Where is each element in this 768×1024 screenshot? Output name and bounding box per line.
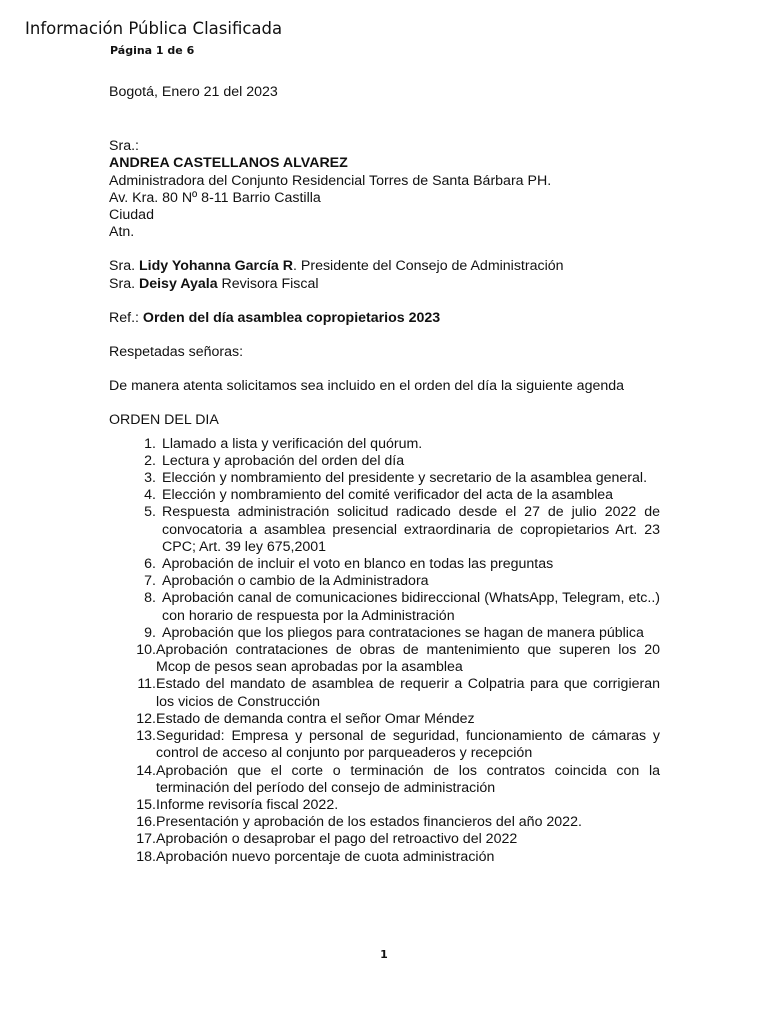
salutation-prefix: Sra.: (109, 138, 139, 155)
intro-paragraph: De manera atenta solicitamos sea incluido en el orden del día la siguiente agenda (109, 378, 625, 395)
agenda-item-text: Presentación y aprobación de los estados financieros del año 2022. (156, 814, 582, 831)
agenda-item-text: Aprobación contrataciones de obras de mantenimiento que superen los 20 Mcop de pesos sean aprobadas por la asamblea (156, 642, 660, 676)
agenda-item-text: Aprobación de incluir el voto en blanco en todas las preguntas (162, 556, 554, 573)
recipient-role: Administradora del Conjunto Residencial Torres de Santa Bárbara PH. (109, 172, 552, 189)
cc1-prefix: Sra. (109, 258, 136, 275)
agenda-title: ORDEN DEL DIA (109, 412, 219, 429)
agenda-item-text: Aprobación que los pliegos para contrataciones se hagan de manera pública (162, 624, 644, 641)
agenda-item (109, 814, 660, 831)
agenda-item-text: Llamado a lista y verificación del quórum. (162, 435, 423, 452)
agenda-item-text: Aprobación canal de comunicaciones bidireccional (WhatsApp, Telegram, etc..) con horario de respuesta por la Administración (162, 590, 660, 624)
agenda-item-number: 9. (144, 624, 156, 641)
agenda-item-text: Elección y nombramiento del presidente y secretario de la asamblea general. (162, 470, 648, 487)
letter-date: Bogotá, Enero 21 del 2023 (109, 84, 278, 100)
cc2-role: Revisora Fiscal (217, 275, 319, 292)
agenda-item-number: 10. (136, 642, 156, 659)
agenda-item-text: Estado de demanda contra el señor Omar Méndez (156, 710, 475, 727)
greeting: Respetadas señoras: (109, 344, 244, 361)
cc2-name: Deisy Ayala (138, 275, 218, 292)
agenda-item-number: 18. (136, 848, 156, 865)
agenda-item-text: Aprobación o desaprobar el pago del retroactivo del 2022 (156, 831, 518, 848)
document-classification-title: Información Pública Clasificada (25, 19, 283, 38)
agenda-item-text: Aprobación que el corte o terminación de los contratos coincida con la terminación del período del consejo de administración (156, 762, 660, 796)
agenda-item-number: 6. (144, 556, 156, 573)
agenda-list (109, 436, 660, 866)
agenda-item-number: 1. (144, 435, 156, 452)
agenda-item-number: 12. (136, 710, 156, 727)
agenda-item-number: 4. (144, 487, 156, 504)
agenda-item-number: 17. (136, 831, 156, 848)
agenda-item-number: 7. (144, 573, 156, 590)
recipient-address: Av. Kra. 80 Nº 8-11 Barrio Castilla (109, 189, 321, 206)
agenda-item-text: Estado del mandato de asamblea de requerir a Colpatria para que corrigieran los vicios de Construcción (156, 676, 660, 710)
agenda-item-text: Aprobación nuevo porcentaje de cuota administración (156, 848, 495, 865)
agenda-item (109, 487, 660, 504)
cc1-role: . Presidente del Consejo de Administración (293, 258, 564, 275)
agenda-item (109, 436, 660, 453)
page-counter: Página 1 de 6 (110, 44, 195, 57)
agenda-item (109, 728, 660, 762)
letter-body (109, 84, 660, 866)
agenda-item-number: 5. (144, 504, 156, 521)
attention-label: Atn. (109, 224, 135, 241)
agenda-item (109, 849, 660, 866)
agenda-item-text: Aprobación o cambio de la Administradora (162, 573, 429, 590)
agenda-item (109, 797, 660, 814)
agenda-item-number: 3. (144, 470, 156, 487)
agenda-item-number: 13. (136, 728, 156, 745)
agenda-item-number: 8. (144, 590, 156, 607)
agenda-item (109, 590, 660, 624)
footer-page-number: 1 (380, 948, 388, 961)
recipient-name: ANDREA CASTELLANOS ALVAREZ (109, 155, 348, 172)
agenda-item (109, 676, 660, 710)
agenda-item (109, 711, 660, 728)
agenda-item (109, 763, 660, 797)
agenda-item-text: Informe revisoría fiscal 2022. (156, 796, 339, 813)
agenda-item (109, 504, 660, 556)
reference-line (109, 310, 660, 327)
recipient-city: Ciudad (109, 207, 154, 224)
reference-text: Orden del día asamblea copropietarios 2023 (142, 309, 441, 326)
agenda-item-text: Seguridad: Empresa y personal de seguridad, funcionamiento de cámaras y control de acceso al conjunto por parqueaderos y recepción (156, 728, 660, 762)
agenda-item-number: 14. (136, 762, 156, 779)
agenda-item-number: 15. (136, 796, 156, 813)
agenda-item-number: 11. (137, 676, 156, 693)
agenda-item (109, 556, 660, 573)
agenda-item-text: Lectura y aprobación del orden del día (162, 452, 405, 469)
reference-label: Ref.: (109, 309, 139, 326)
cc2-prefix: Sra. (109, 275, 136, 292)
agenda-item (109, 470, 660, 487)
cc1-name: Lidy Yohanna García R (138, 258, 293, 275)
agenda-item-number: 16. (136, 814, 156, 831)
agenda-item-text: Elección y nombramiento del comité verificador del acta de la asamblea (162, 487, 614, 504)
agenda-item-text: Respuesta administración solicitud radicado desde el 27 de julio 2022 de convocatoria a asamblea presencial extraordinaria de copropietarios Art. 23 CPC; Art. 39 ley 675,2001 (162, 504, 660, 555)
agenda-item (109, 642, 660, 676)
cc-line-2 (109, 276, 660, 293)
agenda-item (109, 625, 660, 642)
agenda-item (109, 453, 660, 470)
agenda-item-number: 2. (144, 452, 156, 469)
agenda-item (109, 573, 660, 590)
cc-line-1 (109, 258, 660, 275)
agenda-item (109, 831, 660, 848)
